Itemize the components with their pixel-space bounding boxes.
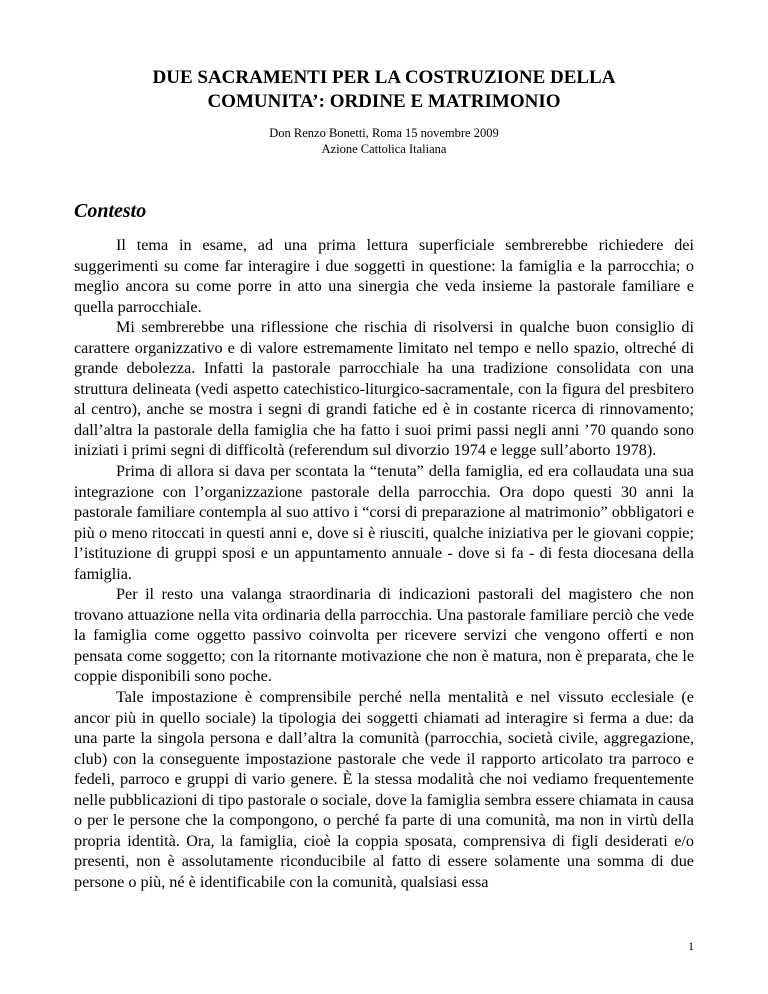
document-title [0, 66, 768, 114]
paragraph: Il tema in esame, ad una prima lettura superficiale sembrerebbe richiedere dei suggerimenti su come far interagire i due soggetti in questione: la famiglia e la parrocchia; o meglio ancora su come porre in atto una sinergia che veda insieme la pastorale familiare e quella parrocchiale. [74, 236, 694, 316]
byline-organization: Azione Cattolica Italiana [321, 141, 447, 156]
title-line: COMUNITA’: ORDINE E MATRIMONIO [207, 91, 561, 112]
page-number: 1 [688, 939, 694, 953]
title-line: DUE SACRAMENTI PER LA COSTRUZIONE DELLA [152, 67, 616, 88]
author-byline [0, 126, 768, 157]
byline-author-date: Don Renzo Bonetti, Roma 15 novembre 2009 [269, 126, 499, 140]
section-heading: Contesto [74, 200, 147, 222]
paragraph: Mi sembrerebbe una riflessione che rischia di risolversi in qualche buon consiglio di carattere organizzativo e di valore estremamente limitato nel tempo e nello spazio, oltreché di grande debolezza. Infatti la pastorale parrocchiale ha una tradizione consolidata con una struttura delineata (vedi aspetto catechistico-liturgico-sacramentale, con la figura del presbitero al centro), anche se mostra i segni di grandi fatiche ed è in costante ricerca di rinnovamento; dall’altra la pastorale della famiglia che ha fatto i suoi primi passi negli anni ’70 quando sono iniziati i primi segni di difficoltà (referendum sul divorzio 1974 e legge sull’aborto 1978). [74, 318, 694, 460]
body-text [74, 235, 694, 893]
paragraph: Prima di allora si dava per scontata la “tenuta” della famiglia, ed era collaudata una sua integrazione con l’organizzazione pastorale della parrocchia. Ora dopo questi 30 anni la pastorale familiare contempla al suo attivo i “corsi di preparazione al matrimonio” obbligatori e più o meno ritoccati in questi anni e, dove si è riusciti, qualche iniziativa per le giovani coppie; l’istituzione di gruppi sposi e un appuntamento annuale - dove si fa - di festa diocesana della famiglia. [74, 462, 694, 583]
paragraph: Per il resto una valanga straordinaria di indicazioni pastorali del magistero che non trovano attuazione nella vita ordinaria della parrocchia. Una pastorale familiare perciò che vede la famiglia come oggetto passivo coinvolta per ricevere servizi che vengono offerti e non pensata come soggetto; con la ritornante motivazione che non è matura, non è preparata, che le coppie disponibili sono poche. [74, 585, 694, 686]
paragraph: Tale impostazione è comprensibile perché nella mentalità e nel vissuto ecclesiale (e ancor più in quello sociale) la tipologia dei soggetti chiamati ad interagire si ferma a due: da una parte la singola persona e dall’altra la comunità (parrocchia, società civile, aggregazione, club) con la conseguente impostazione pastorale che vede il rapporto articolato tra parroco e fedeli, parroco e gruppi di vario genere. È la stessa modalità che noi vediamo frequentemente nelle pubblicazioni di tipo pastorale o sociale, dove la famiglia sembra essere chiamata in causa o per le persone che la compongono, o perché fa parte di una comunità, ma non in virtù della propria identità. Ora, la famiglia, cioè la coppia sposata, comprensiva di figli desiderati e/o presenti, non è assolutamente riconducibile al fatto di essere solamente una somma di due persone o più, né è identificabile con la comunità, qualsiasi essa [74, 688, 694, 891]
